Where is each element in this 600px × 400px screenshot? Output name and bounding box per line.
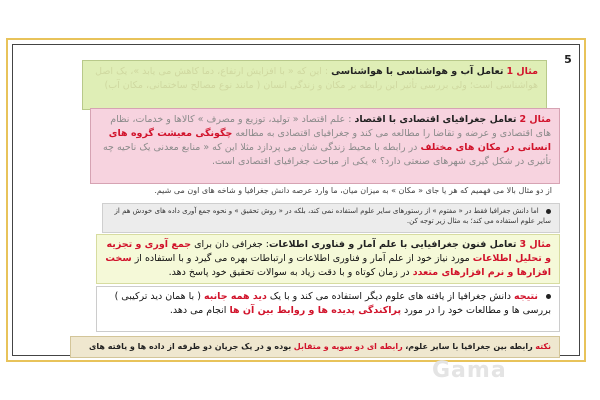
example-1-label: مثال 1: [506, 66, 538, 77]
result-text-3: انجام می دهد.: [169, 305, 227, 316]
example-2-box: [90, 108, 560, 184]
example-1-title: تعامل آب و هواشناسی با هواشناسی: [331, 66, 504, 77]
result-label: نتیجه: [514, 291, 538, 302]
example-3-highlight-2: سخت افزارها و نرم افزارهای متعدد: [105, 253, 551, 278]
tip-highlight: رابطه ای دو سویه و متقابل: [293, 342, 403, 351]
result-text-2: ( با همان دید ترکیبی ) بررسی ها و مطالعات خود را در مورد: [114, 291, 551, 316]
example-1-box: [82, 60, 547, 110]
bullet-icon: [546, 209, 551, 214]
example-3-text-2: مورد نیاز خود از علم آمار و فناوری اطلاعات و ارتباطات بهره می گیرد و با استفاده از: [134, 253, 470, 264]
examples-summary-note: از دو مثال بالا می فهمیم که هر یا جای « مکان » به میزان میان، ما وارد عرصه دانش جغرافیا و شاخه های اون می شیم.: [154, 186, 552, 195]
example-2-text-1: : علم اقتصاد « تولید، توزیع و مصرف » کالاها و خدمات، نظام های اقتصادی و عرضه و تقاضا را مطالعه می کند و جغرافیای اقتصادی به مطالعه: [110, 114, 551, 139]
slide-number: 5: [564, 53, 572, 66]
example-3-label: مثال 3: [519, 239, 551, 250]
bullet-note-text: اما دانش جغرافیا فقط در « مفتوم » از رستورهای سایر علوم استفاده نمی کند، بلکه در « روش تحقیق » و نحوه جمع آوری داده های خودش هم از سایر علوم استفاده می کند؛ به مثال زیر توجه کن.: [114, 207, 551, 225]
example-3-title: تعامل فنون جغرافیایی با علم آمار و فناوری اطلاعات: [268, 239, 517, 250]
tip-box: [70, 336, 560, 358]
result-box: [96, 286, 560, 332]
result-text-1: دانش جغرافیا از یافته های علوم دیگر استفاده می کند و با یک: [269, 291, 511, 302]
tip-label: نکته: [535, 342, 551, 351]
bullet-note-box: [102, 203, 560, 233]
tip-text-2: بوده و در یک جریان دو طرفه از داده ها و یافته های: [89, 342, 292, 351]
example-2-highlight: چگونگی معیشت گروه های انسانی در مکان های مختلف: [108, 128, 551, 153]
example-2-title: تعامل جغرافیای اقتصادی با اقتصاد: [354, 114, 517, 125]
example-2-text-2: در رابطه با محیط زندگی شان می پردازد مثلا این که « منابع معدنی یک ناحیه چه تأثیری در شکل گیری شهرهای صنعتی دارد؟ » یکی از مباحث جغرافیای اقتصادی است.: [102, 142, 551, 167]
bullet-icon: [546, 294, 551, 299]
example-3-text-3: در زمان کوتاه و با دقت زیاد به سوالات تحقیق خود پاسخ دهد.: [168, 267, 410, 278]
tip-text-1: رابطه بین جغرافیا با سایر علوم،: [405, 342, 533, 351]
example-3-box: [96, 234, 560, 284]
watermark-logo: Gama: [432, 358, 507, 383]
example-2-label: مثال 2: [519, 114, 551, 125]
result-highlight-1: دید همه جانبه: [203, 291, 267, 302]
example-3-text-1: : جغرافی دان برای: [194, 239, 269, 250]
example-1-text: : این که « با افزایش ارتفاع، دما کاهش می یابد »، یک اصل هواشناسی است؛ ولی بررسی تأثیر این رابطه بر مکان و زندگی انسان ( مانند نوع مصالح ساختمانی، مکان آب): [95, 66, 538, 91]
example-3-highlight-1: جمع آوری و تجزیه و تحلیل اطلاعات: [106, 239, 551, 264]
result-highlight-2: پراکندگی پدیده ها و روابط بین آن ها: [229, 305, 402, 316]
